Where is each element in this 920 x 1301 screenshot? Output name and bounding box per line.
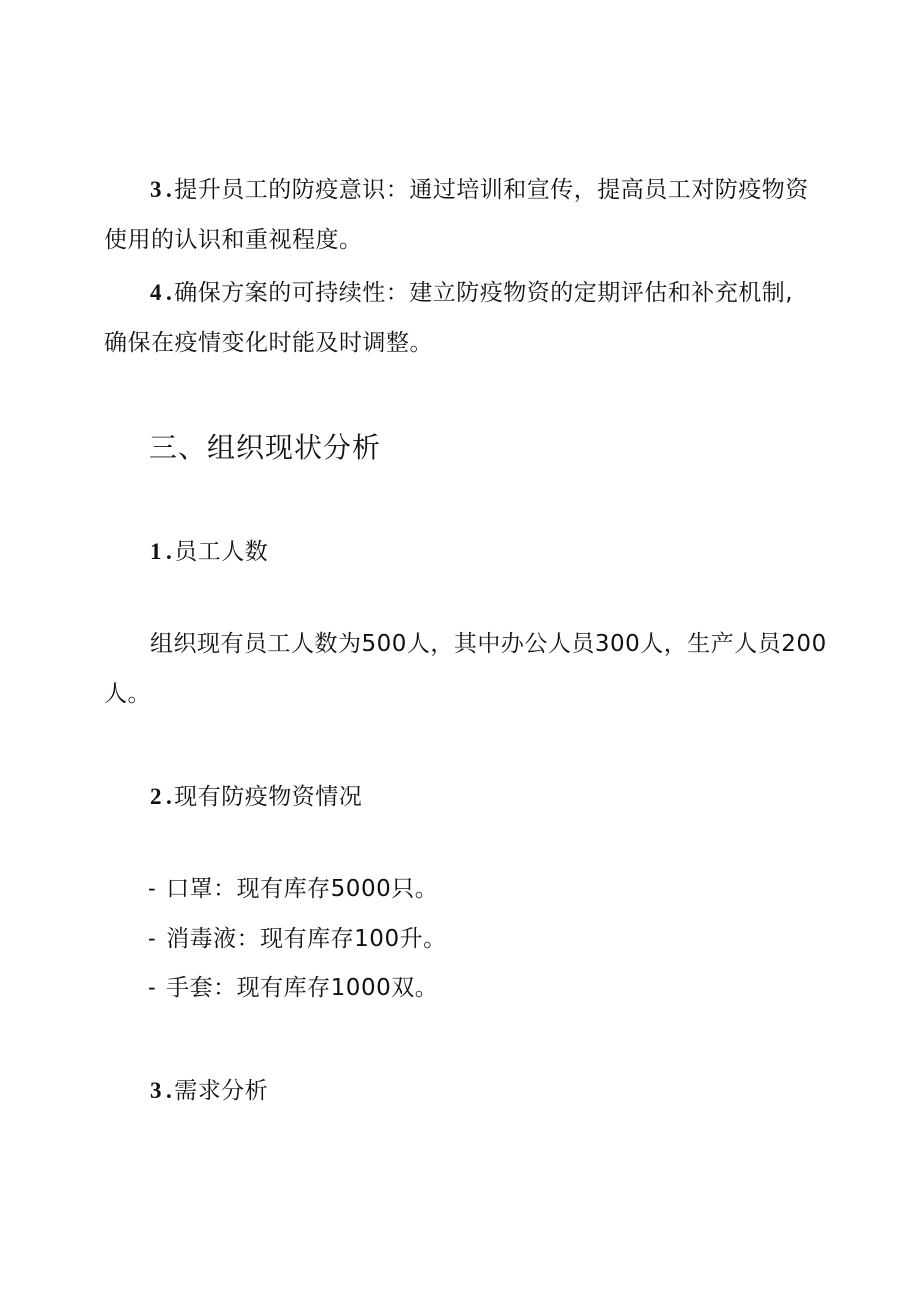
goal-3-number: 3	[150, 177, 162, 202]
supply-item-text: 手套：现有库存1000双。	[166, 975, 439, 1001]
subsection-1-title: 员工人数	[174, 539, 269, 565]
goal-3-line-1	[150, 176, 809, 204]
subsection-3-title: 需求分析	[174, 1078, 269, 1104]
subsection-1-heading	[150, 538, 268, 566]
supply-item-text: 口罩：现有库存5000只。	[166, 876, 439, 902]
subsection-3-heading	[150, 1077, 268, 1105]
supply-item-masks	[148, 874, 438, 903]
goal-4-text: 确保方案的可持续性：建立防疫物资的定期评估和补充机制,	[174, 280, 794, 306]
bullet-dash: -	[148, 875, 157, 901]
goal-4-line-1	[150, 279, 793, 307]
subsection-2-title: 现有防疫物资情况	[174, 784, 363, 810]
bullet-dash: -	[148, 925, 157, 951]
goal-3-text: 提升员工的防疫意识：通过培训和宣传，提高员工对防疫物资	[174, 177, 809, 203]
subsection-2-separator: .	[166, 784, 173, 809]
bullet-dash: -	[148, 974, 157, 1000]
goal-4-line-2: 确保在疫情变化时能及时调整。	[104, 330, 433, 356]
subsection-3-number: 3	[150, 1078, 162, 1103]
subsection-3-separator: .	[166, 1078, 173, 1103]
subsection-2-number: 2	[150, 784, 162, 809]
section-heading: 三、组织现状分析	[149, 431, 382, 464]
subsection-2-heading	[150, 783, 362, 811]
supply-item-text: 消毒液：现有库存100升。	[166, 926, 447, 952]
staff-line-2: 人。	[104, 681, 151, 707]
supply-item-disinfectant	[148, 924, 447, 953]
subsection-1-separator: .	[166, 539, 173, 564]
goal-3-line-2: 使用的认识和重视程度。	[104, 227, 363, 253]
staff-line-1: 组织现有员工人数为500人，其中办公人员300人，生产人员200	[150, 631, 827, 657]
goal-4-number: 4	[150, 280, 162, 305]
goal-4-separator: .	[166, 280, 173, 305]
subsection-1-number: 1	[150, 539, 162, 564]
goal-3-separator: .	[166, 177, 173, 202]
supply-item-gloves	[148, 973, 438, 1002]
